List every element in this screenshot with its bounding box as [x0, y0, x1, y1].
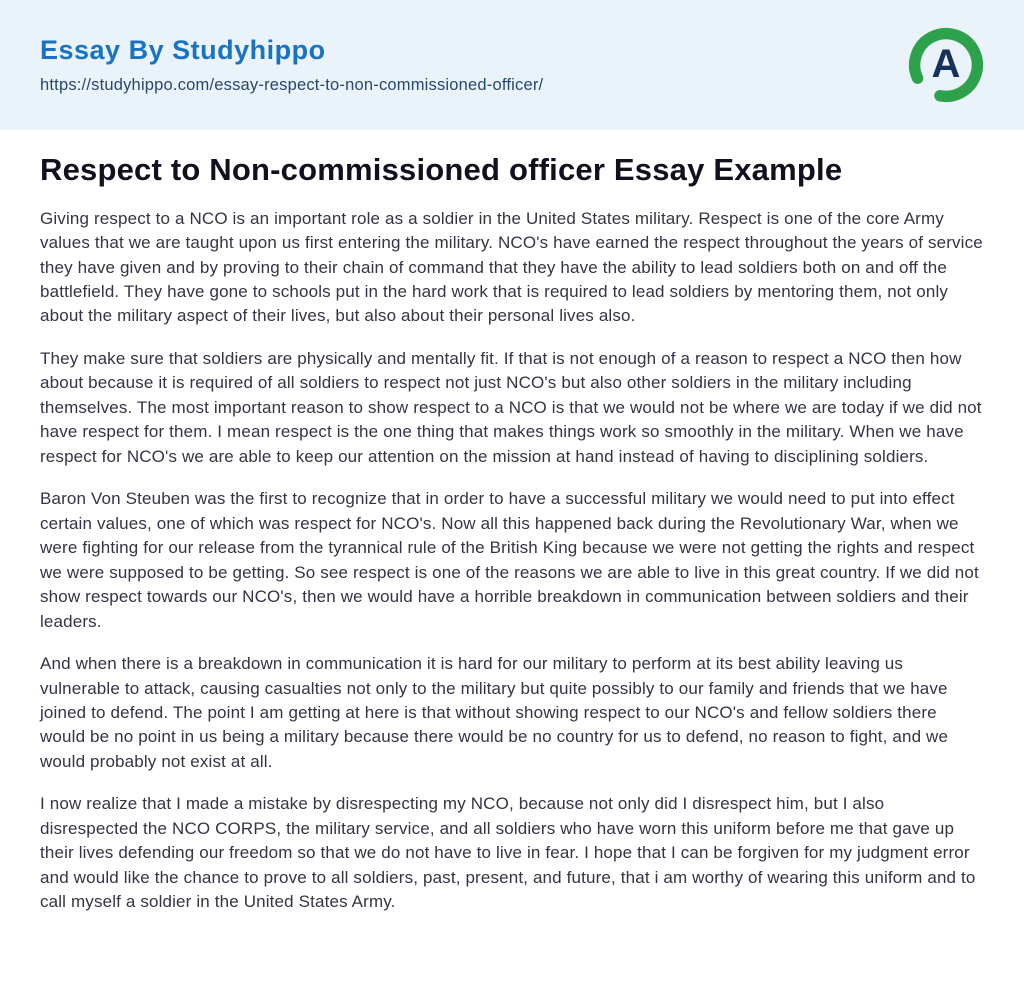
site-title: Essay By Studyhippo	[40, 35, 326, 65]
essay-paragraph-2: They make sure that soldiers are physically and mentally fit. If that is not enough of a reason to respect a NCO then how about because it is required of all soldiers to respect not just NCO's but also other soldiers in the military including themselves. The most important reason to show respect to a NCO is that we would not be where we are today if we did not have respect for them. I mean respect is the one thing that makes things work so smoothly in the military. When we have respect for NCO's we are able to keep our attention on the mission at hand instead of having to disciplining soldiers.	[40, 348, 982, 466]
essay-title: Respect to Non-commissioned officer Essay Example	[40, 152, 843, 187]
header-text-block	[40, 35, 543, 95]
essay-paragraph-4: And when there is a breakdown in communication it is hard for our military to perform at its best ability leaving us vulnerable to attack, causing casualties not only to the military but quite possibly to our family and friends that we have joined to defend. The point I am getting at here is that without showing respect to our NCO's and fellow soldiers there would be no point in us being a military because there would be no country for us to defend, no reason to fight, and we would probably not exist at all.	[40, 654, 949, 771]
page-header	[0, 0, 1024, 130]
essay-paragraph-1: Giving respect to a NCO is an important role as a soldier in the United States military. Respect is one of the core Army values that we are taught upon us first entering the military. NCO's have earned the respect throughout the years of service they have given and by proving to their chain of command that they have the ability to lead soldiers both on and off the battlefield. They have gone to schools put in the hard work that is required to lead soldiers by mentoring them, not only about the military aspect of their lives, but also about their personal lives also.	[40, 208, 983, 326]
studyhippo-logo-icon	[908, 27, 984, 103]
essay-article	[0, 130, 1024, 955]
essay-paragraph-3: Baron Von Steuben was the first to recognize that in order to have a successful military we would need to put into effect certain values, one of which was respect for NCO's. Now all this happened back during the Revolutionary War, when we were fighting for our release from the tyrannical rule of the British King because we were not getting the rights and respect we were supposed to be getting. So see respect is one of the reasons we are able to live in this great country. If we did not show respect towards our NCO's, then we would have a horrible breakdown in communication between soldiers and their leaders.	[40, 489, 979, 631]
essay-url-link[interactable]: https://studyhippo.com/essay-respect-to-non-commissioned-officer/	[40, 76, 544, 94]
essay-paragraph-5: I now realize that I made a mistake by disrespecting my NCO, because not only did I disrespect him, but I also disrespected the NCO CORPS, the military service, and all soldiers who have worn this uniform before me that gave up their lives defending our freedom so that we do not have to live in fear. I hope that I can be forgiven for my judgment error and would like the chance to prove to all soldiers, past, present, and future, that i am worthy of wearing this uniform and to call myself a soldier in the United States Army.	[40, 794, 976, 912]
logo-letter: A	[931, 42, 961, 87]
